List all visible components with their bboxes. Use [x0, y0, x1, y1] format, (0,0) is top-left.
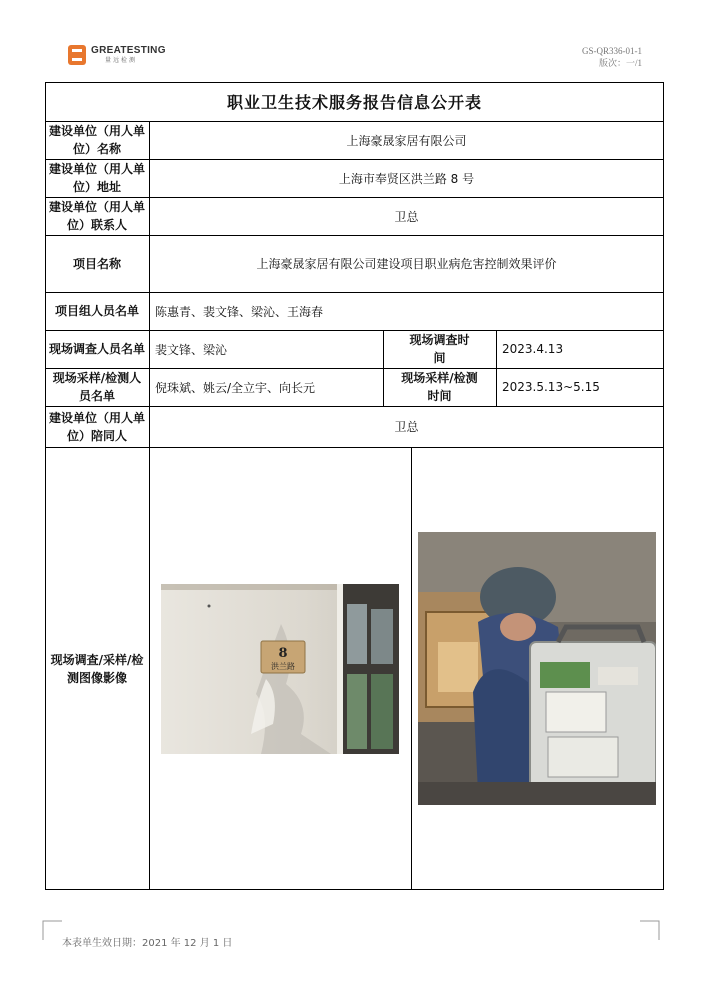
- project-name-value: 上海豪晟家居有限公司建设项目职业病危害控制效果评价: [256, 257, 557, 271]
- survey-time-label: 现场调查时间: [409, 333, 470, 365]
- page-title: 职业卫生技术服务报告信息公开表: [226, 93, 482, 112]
- survey-staff-label: 现场调查人员名单: [49, 342, 146, 356]
- unit-name-label: 建设单位（用人单位）名称: [49, 124, 146, 156]
- door-plate-photo-svg: [161, 584, 399, 754]
- crop-mark-right-icon: [640, 920, 660, 940]
- survey-staff-value: 裴文锋、梁沁: [155, 342, 228, 357]
- project-members-value: 陈惠青、裴文锋、梁沁、王海春: [155, 304, 324, 319]
- unit-address-label: 建设单位（用人单位）地址: [49, 162, 146, 194]
- sampling-photo-svg: [418, 532, 656, 805]
- sampling-time-label: 现场采样/检测时间: [401, 371, 478, 403]
- company-logo: [68, 45, 166, 65]
- accompany-value: 卫总: [394, 420, 419, 434]
- site-photo-door-plate: [161, 584, 399, 754]
- project-members-label: 项目组人员名单: [54, 304, 139, 318]
- unit-contact-label: 建设单位（用人单位）联系人: [49, 200, 146, 232]
- door-plate-number: 8: [278, 646, 288, 661]
- logo-icon: [68, 45, 86, 65]
- logo-subtitle: 量远检测: [105, 57, 138, 64]
- unit-contact-value: 卫总: [394, 209, 419, 224]
- document-number-block: [582, 45, 642, 69]
- sampling-staff-label: 现场采样/检测人员名单: [52, 371, 142, 403]
- site-photo-sampling: [418, 532, 656, 805]
- document-version: 版次：一/1: [598, 58, 642, 68]
- crop-mark-left-icon: [42, 920, 62, 940]
- effective-date: 本表单生效日期：2021 年 12 月 1 日: [62, 938, 233, 949]
- sampling-staff-value: 倪珠斌、姚云/全立宇、向长元: [155, 380, 316, 395]
- accompany-label: 建设单位（用人单位）陪同人: [49, 410, 146, 443]
- door-plate-road: 洪兰路: [271, 662, 295, 671]
- logo-name: GREATESTING: [91, 45, 166, 56]
- document-number: GS-QR336-01-1: [582, 46, 642, 56]
- sampling-time-value: 2023.5.13~5.15: [502, 380, 600, 394]
- survey-time-value: 2023.4.13: [502, 342, 564, 356]
- unit-name-value: 上海豪晟家居有限公司: [346, 133, 467, 148]
- unit-address-value: 上海市奉贤区洪兰路 8 号: [338, 171, 475, 186]
- project-name-label: 项目名称: [72, 256, 121, 271]
- images-label: 现场调查/采样/检测图像影像: [50, 652, 144, 685]
